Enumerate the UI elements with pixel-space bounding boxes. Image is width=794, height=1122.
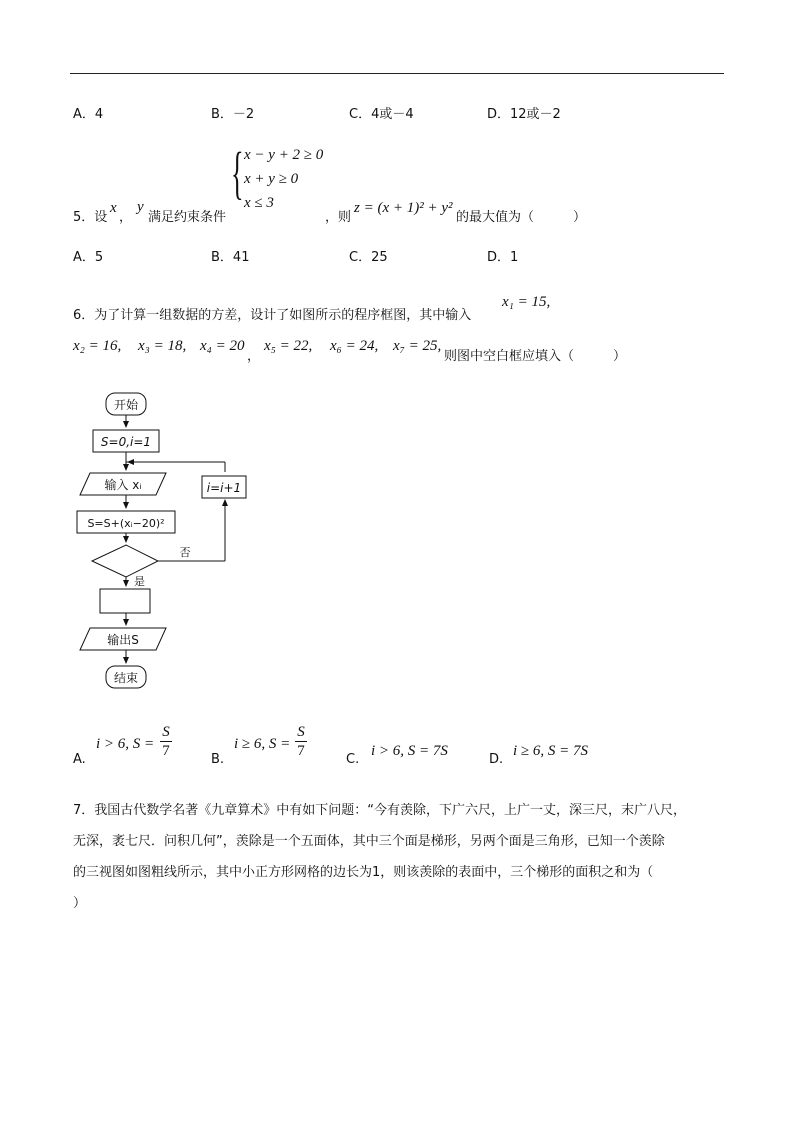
q6-option-d-letter[interactable]: D. (489, 752, 504, 767)
q7-line-1: 7．我国古代数学名著《九章算术》中有如下问题：“今有羡除，下广六尺，上广一丈，深三尺，末广八尺， (73, 803, 687, 818)
q6-x3: x₃ = 18, (138, 338, 187, 354)
q6-x1: x₁ = 15, (502, 294, 551, 310)
q5-option-c[interactable]: C．25 (349, 250, 388, 265)
flow-start-label: 开始 (113, 398, 139, 412)
q6-x2: x₂ = 16, (73, 338, 122, 354)
q6-option-b-letter[interactable]: B. (211, 752, 225, 767)
q6-stem-line1: 6．为了计算一组数据的方差，设计了如图所示的程序框图，其中输入 (73, 308, 472, 323)
q5-constraint-2: x + y ≥ 0 (244, 171, 299, 187)
q6-option-c-cond: i > 6, S = 7S (371, 743, 448, 759)
q6-option-d-cond: i ≥ 6, S = 7S (513, 743, 589, 759)
q6-option-a-denominator: 7 (162, 743, 170, 759)
q5-text-cond: 满足约束条件 (148, 210, 227, 225)
header-rule (70, 73, 724, 74)
flow-increment-label: i=i+1 (206, 481, 242, 495)
q5-var-y: y (137, 199, 144, 215)
q5-option-d[interactable]: D．1 (487, 250, 519, 265)
flow-decision-diamond (92, 545, 158, 577)
q5-option-b[interactable]: B．41 (211, 250, 250, 265)
q5-number: 5．设 (73, 210, 108, 225)
q6-option-b-denominator: 7 (297, 743, 305, 759)
q5-text-then: ，则 (325, 210, 352, 225)
q6-comma: ， (247, 349, 261, 364)
q7-line-2: 无深，袤七尺．问积几何”，羡除是一个五面体，其中三个面是梯形，另两个面是三角形，已知一个羡除 (73, 834, 665, 849)
q6-x7: x₇ = 25, (393, 338, 442, 354)
q5-var-x: x (110, 200, 117, 216)
q6-option-a-letter[interactable]: A. (73, 752, 86, 767)
flow-yes-label: 是 (134, 575, 145, 588)
q6-x4: x₄ = 20 (200, 338, 245, 354)
q6-stem-line2-end: 则图中空白框应填入（ ） (444, 349, 627, 364)
q4-option-d[interactable]: D．12或－2 (487, 107, 561, 122)
q7-line-3: 的三视图如图粗线所示，其中小正方形网格的边长为1，则该羡除的表面中，三个梯形的面积之和为（ (73, 865, 654, 880)
flow-init-label: S=0,i=1 (100, 435, 152, 449)
q5-option-a[interactable]: A．5 (73, 250, 104, 265)
q5-sep: ， (119, 210, 133, 225)
q5-text-max: 的最大值为（ ） (456, 210, 587, 225)
q6-x6: x₆ = 24, (330, 338, 379, 354)
q6-option-a-numerator: S (162, 724, 170, 740)
q6-option-b-cond: i ≥ 6, S = (234, 736, 291, 752)
flow-output-label: 输出S (107, 633, 139, 647)
q4-option-c[interactable]: C．4或－4 (349, 107, 414, 122)
q6-option-b-numerator: S (297, 724, 305, 740)
q6-x5: x₅ = 22, (264, 338, 313, 354)
flow-no-label: 否 (179, 546, 191, 559)
q4-option-b[interactable]: B．－2 (211, 107, 255, 122)
q6-option-a-fraction (160, 724, 172, 759)
q7-line-4: ） (73, 896, 87, 911)
q5-expression: z = (x + 1)² + y² (354, 200, 453, 216)
q6-option-b-fraction (295, 724, 307, 759)
q6-option-a-cond: i > 6, S = (96, 736, 155, 752)
q5-constraint-3: x ≤ 3 (244, 195, 274, 211)
q6-flowchart (60, 385, 260, 695)
flow-input-label: 输入 xᵢ (104, 478, 142, 492)
q5-constraint-1: x − y + 2 ≥ 0 (244, 147, 324, 163)
q4-option-a[interactable]: A．4 (73, 107, 104, 122)
q6-option-c-letter[interactable]: C. (346, 752, 360, 767)
flow-update-label: S=S+(xᵢ−20)² (87, 517, 165, 530)
q5-constraint-brace: { (231, 140, 244, 205)
flow-blank-box (100, 589, 150, 613)
flow-end-label: 结束 (113, 671, 139, 685)
